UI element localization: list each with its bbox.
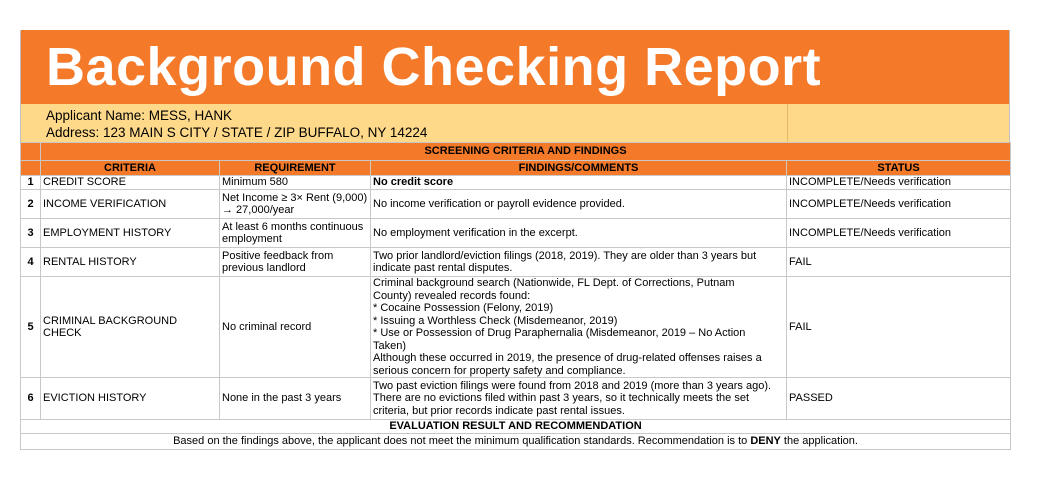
- findings-cell: [371, 176, 787, 190]
- report-sheet: [20, 30, 1010, 450]
- status-cell: FAIL: [787, 277, 1011, 378]
- applicant-name: Applicant Name: MESS, HANK: [46, 108, 233, 123]
- criteria-cell-line: EVICTION HISTORY: [43, 392, 147, 405]
- findings-cell-line: No income verification or payroll evidence provided.: [373, 197, 625, 210]
- evaluation-text: [21, 434, 1011, 450]
- title-gutter: [21, 30, 41, 104]
- section-gutter: [21, 143, 41, 161]
- row-number: 5: [21, 277, 41, 378]
- requirement-cell: [220, 378, 371, 420]
- header-findings: FINDINGS/COMMENTS: [371, 161, 787, 176]
- evaluation-text-after: the application.: [780, 435, 858, 448]
- section-header-row: [21, 143, 1011, 161]
- status-cell: PASSED: [787, 378, 1011, 420]
- findings-cell-line: * Use or Possession of Drug Paraphernalia (Misdemeanor, 2019 – No Action: [373, 327, 746, 339]
- criteria-cell: [41, 190, 220, 219]
- requirement-cell: [220, 219, 371, 248]
- criteria-cell: [41, 378, 220, 420]
- requirement-cell-line: At least 6 months continuous: [222, 220, 364, 233]
- section-title: SCREENING CRITERIA AND FINDINGS: [41, 143, 1011, 161]
- table-row: [21, 378, 1011, 420]
- findings-cell: [371, 248, 787, 277]
- criteria-cell-line: CHECK: [43, 327, 82, 339]
- findings-cell-line: indicate past rental disputes.: [373, 262, 513, 274]
- findings-cell-line: serious concern for property safety and compliance.: [373, 364, 626, 377]
- findings-cell-line: Criminal background search (Nationwide, FL Dept. of Corrections, Putnam: [373, 277, 735, 289]
- row-number: 1: [21, 176, 41, 190]
- findings-cell-line: No credit score: [373, 176, 454, 189]
- requirement-cell-line: employment: [222, 233, 282, 245]
- applicant-info: [20, 104, 1010, 142]
- requirement-cell-line: → 27,000/year: [222, 204, 295, 216]
- status-cell: INCOMPLETE/Needs verification: [787, 190, 1011, 219]
- requirement-cell: [220, 277, 371, 378]
- criteria-cell: [41, 248, 220, 277]
- status-cell: FAIL: [787, 248, 1011, 277]
- findings-cell-line: * Issuing a Worthless Check (Misdemeanor, 2019): [373, 314, 618, 327]
- evaluation-title: EVALUATION RESULT AND RECOMMENDATION: [21, 420, 1011, 434]
- table-row: [21, 277, 1011, 378]
- row-number: 3: [21, 219, 41, 248]
- requirement-cell-line: previous landlord: [222, 262, 306, 274]
- requirement-cell: [220, 190, 371, 219]
- table-row: [21, 190, 1011, 219]
- screening-table: [20, 142, 1011, 450]
- header-requirement: REQUIREMENT: [220, 161, 371, 176]
- header-criteria: CRITERIA: [41, 161, 220, 176]
- criteria-cell-line: EMPLOYMENT HISTORY: [43, 226, 172, 239]
- criteria-cell: [41, 219, 220, 248]
- requirement-cell: [220, 248, 371, 277]
- findings-cell: [371, 190, 787, 219]
- applicant-divider: [787, 104, 788, 142]
- report-title: Background Checking Report: [46, 37, 822, 97]
- applicant-address: Address: 123 MAIN S CITY / STATE / ZIP BUFFALO, NY 14224: [46, 125, 428, 140]
- criteria-cell: [41, 277, 220, 378]
- status-cell: INCOMPLETE/Needs verification: [787, 176, 1011, 190]
- table-row: [21, 219, 1011, 248]
- requirement-cell-line: Minimum 580: [222, 176, 289, 189]
- column-header-row: [21, 161, 1011, 176]
- criteria-cell: [41, 176, 220, 190]
- findings-cell-line: No employment verification in the excerpt.: [373, 226, 578, 239]
- findings-cell-line: Two prior landlord/eviction filings (2018, 2019). They are older than 3 years but: [373, 249, 757, 262]
- requirement-cell: [220, 176, 371, 190]
- findings-cell-line: * Cocaine Possession (Felony, 2019): [373, 302, 554, 314]
- row-number: 2: [21, 190, 41, 219]
- requirement-cell-line: None in the past 3 years: [222, 392, 342, 405]
- header-num: [21, 161, 41, 176]
- requirement-cell-line: Positive feedback from: [222, 249, 334, 262]
- findings-cell: [371, 219, 787, 248]
- evaluation-text-before: Based on the findings above, the applicant does not meet the minimum qualification standards. Recommendation is to: [173, 435, 751, 448]
- evaluation-decision: DENY: [750, 435, 781, 448]
- evaluation-title-row: [21, 420, 1011, 434]
- status-cell: INCOMPLETE/Needs verification: [787, 219, 1011, 248]
- row-number: 4: [21, 248, 41, 277]
- findings-cell: [371, 277, 787, 378]
- findings-cell-line: criteria, but prior records indicate past rental issues.: [373, 404, 625, 417]
- evaluation-text-row: [21, 434, 1011, 450]
- findings-cell-line: Taken): [373, 339, 407, 352]
- findings-cell-line: Although these occurred in 2019, the presence of drug-related offenses raises a: [373, 352, 762, 364]
- criteria-cell-line: INCOME VERIFICATION: [43, 197, 167, 210]
- table-row: [21, 176, 1011, 190]
- findings-cell-line: There are no evictions filed within past 3 years, so it technically meets the set: [373, 392, 750, 405]
- findings-cell: [371, 378, 787, 420]
- row-number: 6: [21, 378, 41, 420]
- criteria-cell-line: CREDIT SCORE: [43, 176, 126, 189]
- requirement-cell-line: Net Income ≥ 3× Rent (9,000): [222, 191, 368, 204]
- criteria-cell-line: RENTAL HISTORY: [43, 255, 137, 268]
- header-status: STATUS: [787, 161, 1011, 176]
- findings-cell-line: County) revealed records found:: [373, 289, 531, 302]
- requirement-cell-line: No criminal record: [222, 320, 312, 333]
- criteria-cell-line: CRIMINAL BACKGROUND: [43, 314, 178, 327]
- findings-cell-line: Two past eviction filings were found from 2018 and 2019 (more than 3 years ago).: [373, 379, 772, 392]
- table-row: [21, 248, 1011, 277]
- title-bar: [20, 30, 1010, 104]
